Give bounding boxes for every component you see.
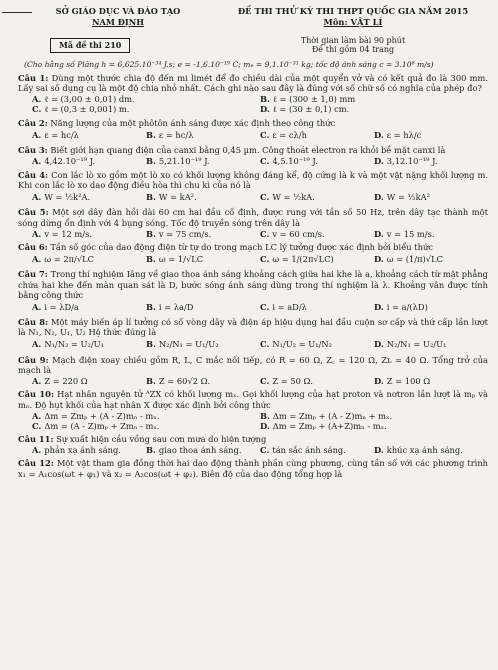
answer-option[interactable] xyxy=(32,445,146,455)
answer-option[interactable] xyxy=(32,104,260,114)
question-stem xyxy=(18,317,488,337)
question-text: Con lắc lò xo gồm một lò xo có khối lượng không đáng kể, độ cứng là k và một vật nặng khối lượng m. Khi con lắc lò xo dao động điều hòa thì chu kì của nó là xyxy=(18,169,488,190)
question-item xyxy=(18,242,488,266)
question-stem xyxy=(18,355,488,375)
option-text: 3,12.10⁻¹⁹ J. xyxy=(386,156,438,167)
answer-option[interactable] xyxy=(32,129,146,142)
answer-option[interactable] xyxy=(374,253,488,266)
question-item xyxy=(18,118,488,142)
option-text: v = 15 m/s. xyxy=(386,228,435,239)
question-number: Câu 2: xyxy=(18,117,48,128)
answer-options xyxy=(18,253,488,266)
option-text: N₁/U₂ = U₁/N₂ xyxy=(272,339,332,350)
option-letter: C. xyxy=(260,156,270,167)
option-letter: C. xyxy=(260,254,270,265)
question-item xyxy=(18,355,488,386)
answer-option[interactable] xyxy=(260,376,374,386)
option-text: ω = 2π/√LC xyxy=(44,254,94,265)
question-stem xyxy=(18,170,488,190)
option-text: ℓ = (3,00 ± 0,01) dm. xyxy=(44,94,135,105)
question-number: Câu 4: xyxy=(18,169,49,180)
option-letter: C. xyxy=(260,129,270,140)
option-letter: B. xyxy=(260,94,270,105)
question-stem xyxy=(18,242,488,252)
option-text: i = aD/λ xyxy=(272,301,307,312)
answer-option[interactable] xyxy=(32,94,260,104)
option-text: tán sắc ánh sáng. xyxy=(272,445,346,456)
answer-option[interactable] xyxy=(146,253,260,266)
question-item xyxy=(18,269,488,314)
question-number: Câu 1: xyxy=(18,73,49,84)
question-text: Sự xuất hiện cầu vồng sau cơn mưa do hiện tượng xyxy=(56,434,267,445)
answer-option[interactable] xyxy=(146,338,260,351)
question-text: Mạch điện xoay chiều gồm R, L, C mắc nối tiếp, có R = 60 Ω, Z꜀ = 120 Ω, Zʟ = 40 Ω. Tổng trở của mạch là xyxy=(18,354,488,376)
option-letter: D. xyxy=(374,376,384,387)
question-number: Câu 11: xyxy=(18,434,54,445)
answer-option[interactable] xyxy=(374,445,488,455)
answer-option[interactable] xyxy=(260,191,374,204)
answer-option[interactable] xyxy=(260,129,374,142)
exam-header xyxy=(18,6,488,28)
question-item xyxy=(18,207,488,238)
option-text: Δm = Zmₚ + (A+Z)mₙ - mₓ. xyxy=(272,420,387,431)
exam-title-block xyxy=(218,6,488,28)
answer-options xyxy=(18,94,488,114)
question-number: Câu 7: xyxy=(18,269,48,280)
option-text: phản xạ ánh sáng. xyxy=(44,445,121,456)
option-letter: B. xyxy=(146,445,156,456)
exam-subject: Môn: VẬT LÍ xyxy=(323,17,383,28)
question-stem xyxy=(18,118,488,128)
answer-options xyxy=(18,338,488,351)
physical-constants: (Cho hằng số Plăng h = 6,625.10⁻³⁴ J.s; e = -1,6.10⁻¹⁹ C; mₑ = 9,1.10⁻³¹ kg; tốc độ ánh sáng c = 3.10⁸ m/s) xyxy=(24,59,434,69)
option-letter: A. xyxy=(32,445,42,456)
option-text: N₂/N₁ = U₁/U₂ xyxy=(158,339,219,350)
option-text: 4,5.10⁻¹⁹ J. xyxy=(272,156,318,167)
option-letter: D. xyxy=(374,129,384,140)
option-text: 4,42.10⁻¹⁹ J. xyxy=(44,156,95,167)
question-list xyxy=(18,73,488,479)
question-stem xyxy=(18,269,488,299)
option-text: N₂/N₁ = U₂/U₁ xyxy=(386,339,447,350)
option-letter: D. xyxy=(374,228,384,239)
answer-option[interactable] xyxy=(32,411,260,421)
question-item xyxy=(18,73,488,114)
option-text: ℓ = (300 ± 1,0) mm xyxy=(272,94,356,105)
answer-option[interactable] xyxy=(32,229,146,239)
option-letter: B. xyxy=(146,301,156,312)
option-text: W = ½k²A. xyxy=(44,191,91,202)
option-text: giao thoa ánh sáng. xyxy=(158,445,242,456)
option-letter: D. xyxy=(374,339,384,350)
exam-duration: Thời gian làm bài 90 phút xyxy=(300,35,406,45)
option-text: ω = (1/π)√LC xyxy=(386,254,443,265)
question-number: Câu 12: xyxy=(18,458,54,469)
option-letter: D. xyxy=(374,301,384,312)
option-letter: B. xyxy=(260,410,270,421)
question-number: Câu 3: xyxy=(18,145,48,156)
answer-option[interactable] xyxy=(260,445,374,455)
option-text: N₁/N₂ = U₂/U₁ xyxy=(44,339,104,350)
option-text: W = kA². xyxy=(158,191,197,202)
option-text: i = λD/a xyxy=(44,301,79,312)
question-text: Một sợi dây đàn hồi dài 60 cm hai đầu cố định, được rung với tần số 50 Hz, trên dây tạc thành một sóng dừng ổn định với 4 bụng sóng. Tốc độ truyền sóng trên dây là xyxy=(18,207,488,228)
option-letter: D. xyxy=(260,420,270,431)
option-text: W = ½kA² xyxy=(386,191,430,202)
question-item xyxy=(18,170,488,204)
header-divider xyxy=(2,12,32,13)
option-text: ω = 1/(2π√LC) xyxy=(272,254,334,265)
answer-option[interactable] xyxy=(146,129,260,142)
question-number: Câu 6: xyxy=(18,241,48,252)
option-letter: A. xyxy=(32,228,42,239)
question-text: Một máy biến áp lí tưởng có số vòng dây và điện áp hiệu dụng hai đầu cuộn sơ cấp và thứ cấp lần lượt là N₁, N₂, U₁, U₂ Hệ thức đúng là xyxy=(18,317,488,338)
question-item xyxy=(18,389,488,430)
answer-option[interactable] xyxy=(374,229,488,239)
question-text: Tần số góc của dao động điện từ tự do trong mạch LC lý tưởng được xác định bởi biểu thức xyxy=(50,241,433,252)
answer-option[interactable] xyxy=(260,301,374,314)
question-text: Năng lượng của một phôtôn ánh sáng được xác định theo công thức xyxy=(50,117,336,128)
answer-option[interactable] xyxy=(32,301,146,314)
answer-option[interactable] xyxy=(374,301,488,314)
question-item xyxy=(18,317,488,351)
answer-options xyxy=(18,376,488,386)
option-text: W = ½kA. xyxy=(272,191,315,202)
answer-options xyxy=(18,129,488,142)
option-letter: C. xyxy=(32,104,42,115)
answer-option[interactable] xyxy=(32,376,146,386)
option-text: i = λa/D xyxy=(158,301,194,312)
answer-option[interactable] xyxy=(32,191,146,204)
question-stem xyxy=(18,389,488,409)
option-text: ε = cλ/h xyxy=(272,129,307,140)
question-stem xyxy=(18,207,488,227)
question-stem xyxy=(18,73,488,93)
option-letter: A. xyxy=(32,254,42,265)
option-text: v = 75 cm/s. xyxy=(158,228,212,239)
option-text: ℓ = (0,3 ± 0,001) m. xyxy=(44,104,130,115)
question-text: Hạt nhân nguyên tử ᴬZX có khối lượng mₓ. Gọi khối lượng của hạt proton và nơtron lần lượt là mₚ và mₙ. Độ hụt khối của hạt nhân X được xác định bởi công thức xyxy=(18,389,488,410)
question-number: Câu 9: xyxy=(18,354,49,365)
answer-option[interactable] xyxy=(32,338,146,351)
option-letter: D. xyxy=(374,254,384,265)
question-text: Trong thí nghiệm Iâng về giao thoa ánh sáng khoảng cách giữa hai khe là a, khoảng cách từ mặt phẳng chứa hai khe đến màn quan sát là D, bước sóng ánh sáng dùng trong thí nghiệm là λ. Khoảng vân được tính bằng công thức xyxy=(18,269,488,300)
option-letter: B. xyxy=(146,228,156,239)
option-text: Δm = (A - Z)mₚ + Zmₙ - mₓ. xyxy=(44,420,160,431)
answer-option[interactable] xyxy=(374,156,488,166)
option-text: ℓ = (30 ± 0,1) cm. xyxy=(272,104,350,115)
option-text: Z = 60√2 Ω. xyxy=(158,376,211,387)
option-letter: D. xyxy=(374,445,384,456)
option-letter: C. xyxy=(260,339,270,350)
question-number: Câu 8: xyxy=(18,317,49,328)
option-letter: A. xyxy=(32,410,42,421)
answer-option[interactable] xyxy=(260,338,374,351)
answer-option[interactable] xyxy=(374,338,488,351)
answer-option[interactable] xyxy=(260,253,374,266)
option-letter: C. xyxy=(260,376,270,387)
answer-option[interactable] xyxy=(260,104,488,114)
option-letter: A. xyxy=(32,156,42,167)
answer-option[interactable] xyxy=(32,156,146,166)
option-letter: B. xyxy=(146,156,156,167)
answer-option[interactable] xyxy=(374,129,488,142)
answer-option[interactable] xyxy=(32,421,260,431)
option-letter: D. xyxy=(260,104,270,115)
exam-title: ĐỀ THI THỬ KỲ THI THPT QUỐC GIA NĂM 2015 xyxy=(237,6,469,16)
exam-info-row xyxy=(18,36,488,54)
question-stem xyxy=(18,434,488,444)
option-letter: A. xyxy=(32,376,42,387)
option-letter: C. xyxy=(260,301,270,312)
answer-option[interactable] xyxy=(146,156,260,166)
answer-option[interactable] xyxy=(146,191,260,204)
answer-options xyxy=(18,191,488,204)
answer-options xyxy=(18,156,488,166)
question-text: Dùng một thước chia độ đến mi limét để đo chiều dài của một quyển vở và có kết quả đo là 300 mm. Lấy sai số dụng cụ là một độ chia nhỏ nhất. Cách ghi nào sau đây là đúng với số chữ số có nghĩa của phép đo? xyxy=(18,73,488,94)
answer-option[interactable] xyxy=(260,421,488,431)
question-number: Câu 10: xyxy=(18,389,55,400)
answer-option[interactable] xyxy=(374,191,488,204)
question-text: Biết giới hạn quang điện của canxi bằng 0,45 µm. Công thoát electron ra khỏi bề mặt canxi là xyxy=(50,145,446,156)
option-text: Δm = Zmₚ + (A - Z)mₙ - mₓ. xyxy=(44,410,160,421)
option-letter: C. xyxy=(32,420,42,431)
option-text: ε = hλ/c xyxy=(386,129,422,140)
department-province: NAM ĐỊNH xyxy=(92,17,144,27)
answer-options xyxy=(18,301,488,314)
question-stem xyxy=(18,145,488,155)
option-letter: C. xyxy=(260,228,270,239)
option-text: Δm = Zmₚ + (A - Z)mₙ + mₓ. xyxy=(272,410,393,421)
exam-code-box: Mã đề thi 210 xyxy=(50,38,130,53)
answer-option[interactable] xyxy=(146,229,260,239)
answer-option[interactable] xyxy=(146,376,260,386)
answer-option[interactable] xyxy=(374,376,488,386)
option-text: v = 60 cm/s. xyxy=(272,228,325,239)
question-item xyxy=(18,145,488,166)
option-text: Z = 220 Ω xyxy=(44,376,88,387)
option-text: ε = hc/λ xyxy=(158,129,194,140)
answer-option[interactable] xyxy=(260,156,374,166)
answer-options xyxy=(18,229,488,239)
option-letter: D. xyxy=(374,191,384,202)
option-text: v = 12 m/s. xyxy=(44,228,92,239)
exam-time-info xyxy=(218,36,488,54)
question-number: Câu 5: xyxy=(18,207,49,218)
option-letter: B. xyxy=(146,339,156,350)
question-stem xyxy=(18,458,488,478)
option-letter: C. xyxy=(260,191,270,202)
option-letter: B. xyxy=(146,376,156,387)
question-item xyxy=(18,434,488,455)
option-letter: A. xyxy=(32,129,42,140)
answer-option[interactable] xyxy=(260,229,374,239)
answer-option[interactable] xyxy=(260,94,488,104)
department-block xyxy=(18,6,218,28)
option-text: khúc xạ ánh sáng. xyxy=(386,445,463,456)
option-letter: A. xyxy=(32,94,42,105)
answer-option[interactable] xyxy=(146,445,260,455)
answer-options xyxy=(18,445,488,455)
option-text: i = a/(λD) xyxy=(386,301,428,312)
option-text: ε = hc/λ xyxy=(44,129,79,140)
answer-option[interactable] xyxy=(32,253,146,266)
answer-option[interactable] xyxy=(146,301,260,314)
department-name: SỞ GIÁO DỤC VÀ ĐÀO TẠO xyxy=(55,6,181,16)
option-text: Z = 100 Ω xyxy=(386,376,431,387)
option-letter: A. xyxy=(32,339,42,350)
answer-option[interactable] xyxy=(260,411,488,421)
option-letter: B. xyxy=(146,191,156,202)
exam-page-count: Đề thi gồm 04 trang xyxy=(311,44,395,54)
option-text: Z = 50 Ω. xyxy=(272,376,314,387)
answer-options xyxy=(18,411,488,431)
option-letter: A. xyxy=(32,301,42,312)
option-letter: A. xyxy=(32,191,42,202)
option-text: 5,21.10⁻¹⁹ J. xyxy=(158,156,210,167)
option-letter: B. xyxy=(146,254,156,265)
option-letter: B. xyxy=(146,129,156,140)
question-text: Một vật tham gia đồng thời hai dao động thành phần cùng phương, cùng tần số với các phương trình x₁ = A₁cos(ωt + φ₁) và x₂ = A₂cos(ωt + φ₂). Biên độ của dao động tổng hợp là xyxy=(18,458,489,479)
option-text: ω = 1/√LC xyxy=(158,254,204,265)
question-item xyxy=(18,458,488,478)
option-letter: D. xyxy=(374,156,384,167)
option-letter: C. xyxy=(260,445,270,456)
